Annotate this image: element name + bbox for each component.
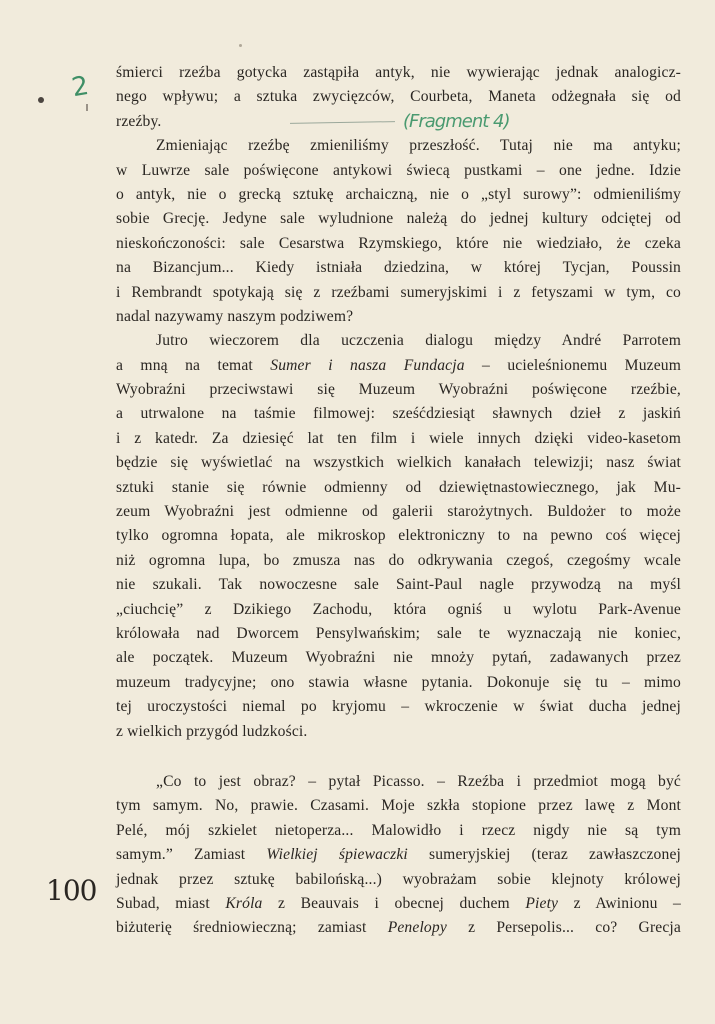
text-line: jednak przez sztukę babilońską...) wyobrażam sobie klejnoty królowej xyxy=(116,870,681,888)
text-line: Wyobraźni przeciwstawi się Muzeum Wyobraźni poświęcone rzeźbie, xyxy=(116,381,681,399)
text-line: tylko ogromna łopata, ale mikroskop elektroniczny to na pewno coś więcej xyxy=(116,527,681,545)
text-line: nadal nazywamy naszym podziwem? xyxy=(116,307,354,325)
text-line: sobie Grecję. Jedyne sale wyludnione należą do jednej kultury odciętej od xyxy=(116,210,681,228)
text-line: nego wpływu; a sztuka zwycięzców, Courbeta, Maneta odżegnała się od xyxy=(116,88,681,106)
text-line: Subad, miast Króla z Beauvais i obecnej duchem Piety z Awinionu – xyxy=(116,894,681,912)
text-line: będzie się wyświetlać na wszystkich wielkich kanałach telewizji; nasz świat xyxy=(116,454,681,472)
text-line: samym.” Zamiast Wielkiej śpiewaczki sumeryjskiej (teraz zawłaszczonej xyxy=(116,846,682,864)
text-line: Zmieniając rzeźbę zmieniliśmy przeszłość. Tutaj nie ma antyku; xyxy=(156,137,681,155)
text-line: z wielkich przygód ludzkości. xyxy=(116,722,308,740)
body-text xyxy=(116,61,681,941)
handwritten-note: (Fragment 4) xyxy=(403,111,510,132)
text-line: niż ogromna lupa, bo zmusza nas do odkrywania czegoś, czegośmy wcale xyxy=(116,551,681,569)
text-line: biżuterię średniowieczną; zamiast Penelopy z Persepolis... co? Grecja xyxy=(116,919,681,937)
text-line: w Luwrze sale poświęcone antykowi świecą pustkami – one jedne. Idzie xyxy=(116,161,681,179)
text-line: tej uroczystości niemal po kryjomu – wkroczenie w świat ducha jednej xyxy=(116,698,681,716)
text-line: rzeźby. xyxy=(116,112,162,130)
text-line: a mną na temat Sumer i nasza Fundacja – ucieleśnionemu Muzeum xyxy=(116,356,682,374)
text-line: nie szukali. Tak nowoczesne sale Saint-Paul nagle przywodzą na myśl xyxy=(116,576,681,594)
text-line: Pelé, mój szkielet nietoperza... Malowidło i rzecz nigdy nie są tym xyxy=(116,821,681,839)
text-line: i z katedr. Za dziesięć lat ten film i wiele innych dzięki video-kasetom xyxy=(116,429,681,447)
paper-speck xyxy=(239,44,242,47)
text-line: muzeum tradycyjne; ono stawia własne pytania. Dokonuje się tu – mimo xyxy=(116,673,681,691)
text-line: a utrwalone na taśmie filmowej: sześćdziesiąt sławnych dzieł z jaskiń xyxy=(116,405,681,423)
text-line: królowała nad Dworcem Pensylwańskim; sale te wyznaczają nie koniec, xyxy=(116,624,681,642)
page-number: 100 xyxy=(46,874,97,907)
text-line: i Rembrandt spotykają się z rzeźbami sumeryjskimi i z fetyszami w tym, co xyxy=(116,283,681,301)
handwritten-margin-mark: 2 xyxy=(69,70,92,104)
text-line: „ciuchcię” z Dzikiego Zachodu, która ogniś u wylotu Park-Avenue xyxy=(116,600,681,618)
text-line: „Co to jest obraz? – pytał Picasso. – Rzeźba i przedmiot mogą być xyxy=(156,772,681,790)
text-line: Jutro wieczorem dla uczczenia dialogu między André Parrotem xyxy=(156,332,681,350)
text-line: zeum Wyobraźni jest odmienne od galerii starożytnych. Buldożer to może xyxy=(116,503,681,521)
text-line: na Bizancjum... Kiedy istniała dziedzina, w której Tycjan, Poussin xyxy=(116,259,681,277)
text-line: śmierci rzeźba gotycka zastąpiła antyk, nie wywierając jednak analogicz- xyxy=(116,64,681,81)
text-line: o antyk, nie o grecką sztukę archaiczną, nie o „styl surowy”: odmieniliśmy xyxy=(116,185,681,203)
margin-tick xyxy=(86,104,88,111)
text-line: ale początek. Muzeum Wyobraźni nie mnoży pytań, zadawanych przez xyxy=(116,649,681,667)
text-line: nieskończoności: sale Cesarstwa Rzymskiego, które nie wiedziało, że czeka xyxy=(116,234,681,252)
margin-dot xyxy=(38,97,44,103)
text-line: tym samym. No, prawie. Czasami. Moje szkła stopione przez lawę z Mont xyxy=(116,797,681,815)
text-line: sztuki stanie się równie odmienny od dziewiętnastowiecznego, jak Mu- xyxy=(116,478,681,496)
